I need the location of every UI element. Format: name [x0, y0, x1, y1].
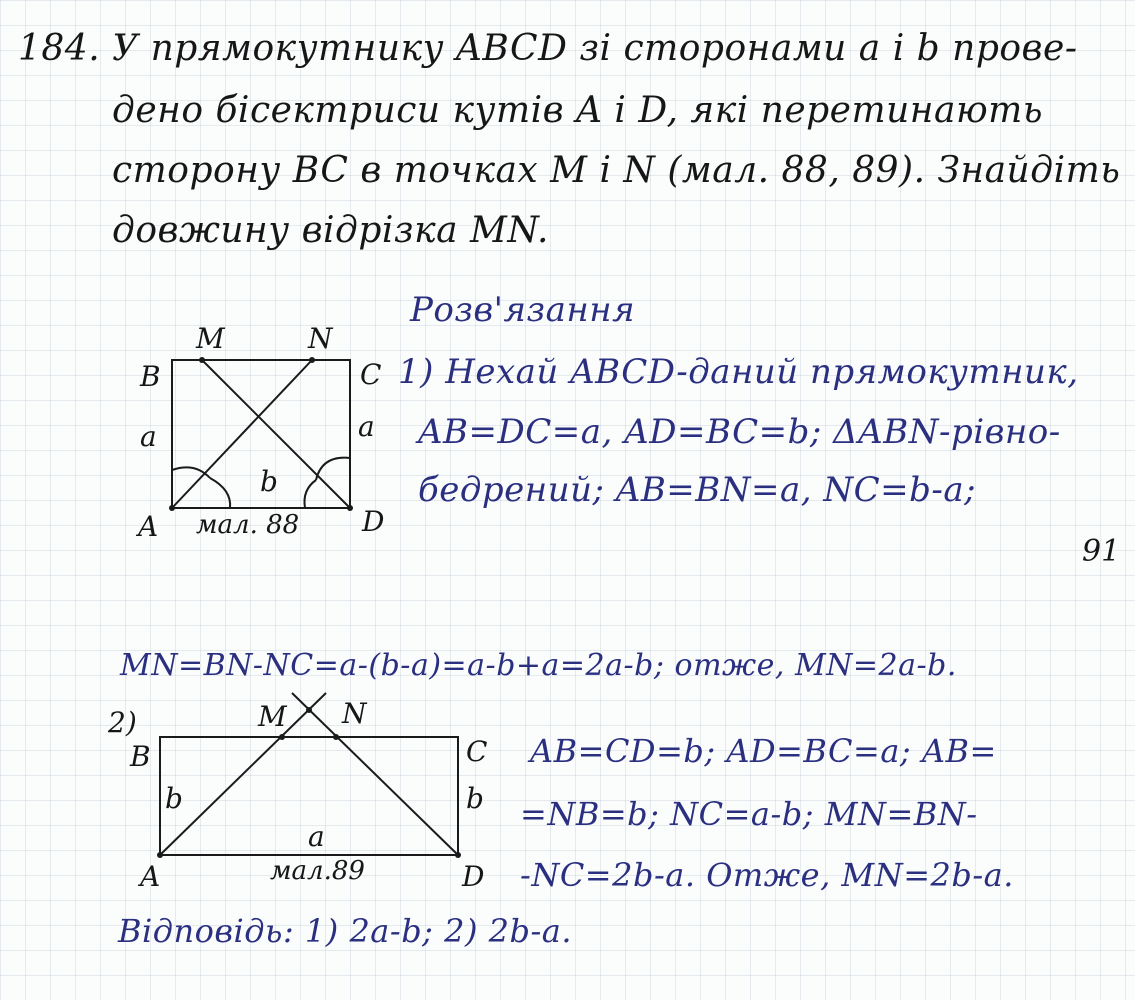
fig88-label-a-side: a [140, 420, 157, 453]
fig88-label-m: M [196, 322, 225, 355]
fig88-label-n: N [308, 322, 333, 355]
problem-line-4: довжину відрізка MN. [112, 210, 549, 251]
case1-line-2: AB=DC=a, AD=BC=b; ΔABN-рівно- [418, 412, 1061, 452]
fig89-label-n: N [342, 697, 367, 730]
fig89-caption: мал.89 [270, 856, 365, 886]
answer-line: Відповідь: 1) 2a-b; 2) 2b-a. [118, 912, 573, 950]
fig88-label-c: C [360, 358, 382, 391]
case2-marker: 2) [108, 706, 137, 739]
fig89-label-a-vertex: A [140, 860, 161, 893]
case2-line-1: AB=CD=b; AD=BC=a; AB= [530, 732, 997, 770]
fig88-label-a-right: a [358, 410, 375, 443]
fig88-label-a-vertex: A [138, 510, 159, 543]
fig88-label-b-bottom: b [260, 465, 278, 498]
bisector-a-2 [160, 693, 326, 855]
point-d-2 [455, 852, 461, 858]
fig89-label-m: M [258, 700, 287, 733]
point-a-2 [157, 852, 163, 858]
case2-line-2: =NB=b; NC=a-b; MN=BN- [520, 795, 978, 833]
page-number: 91 [1082, 534, 1121, 569]
fig88-caption: мал. 88 [196, 510, 300, 540]
fig89-label-d-vertex: D [462, 860, 485, 893]
point-intersection [306, 707, 312, 713]
fig88-label-d-vertex: D [362, 505, 385, 538]
fig89-label-b-right: b [466, 782, 484, 815]
solution-heading: Розв'язання [410, 290, 636, 330]
case1-line-1: 1) Нехай ABCD-даний прямокутник, [398, 352, 1079, 392]
point-m-2 [279, 734, 285, 740]
case1-line-3: бедрений; AB=BN=a, NC=b-a; [418, 470, 977, 510]
problem-line-2: дено бісектриси кутів A і D, які перетинають [112, 90, 1043, 131]
case2-line-3: -NC=2b-a. Отже, MN=2b-a. [520, 856, 1014, 894]
point-n-2 [333, 734, 339, 740]
problem-line-3: сторону BC в точках M і N (мал. 88, 89). Знайдіть [112, 150, 1121, 191]
fig89-label-b: B [130, 740, 151, 773]
fig88-label-b: B [140, 360, 161, 393]
fig89-label-b-left: b [165, 782, 183, 815]
case1-result: MN=BN-NC=a-(b-a)=a-b+a=2a-b; отже, MN=2a-b. [120, 648, 957, 683]
problem-text-1: У прямокутнику ABCD зі сторонами a і b прове- [112, 28, 1078, 69]
fig89-label-c: C [466, 735, 488, 768]
fig89-label-a-bottom: a [308, 820, 325, 853]
problem-number: 184. [18, 28, 101, 69]
